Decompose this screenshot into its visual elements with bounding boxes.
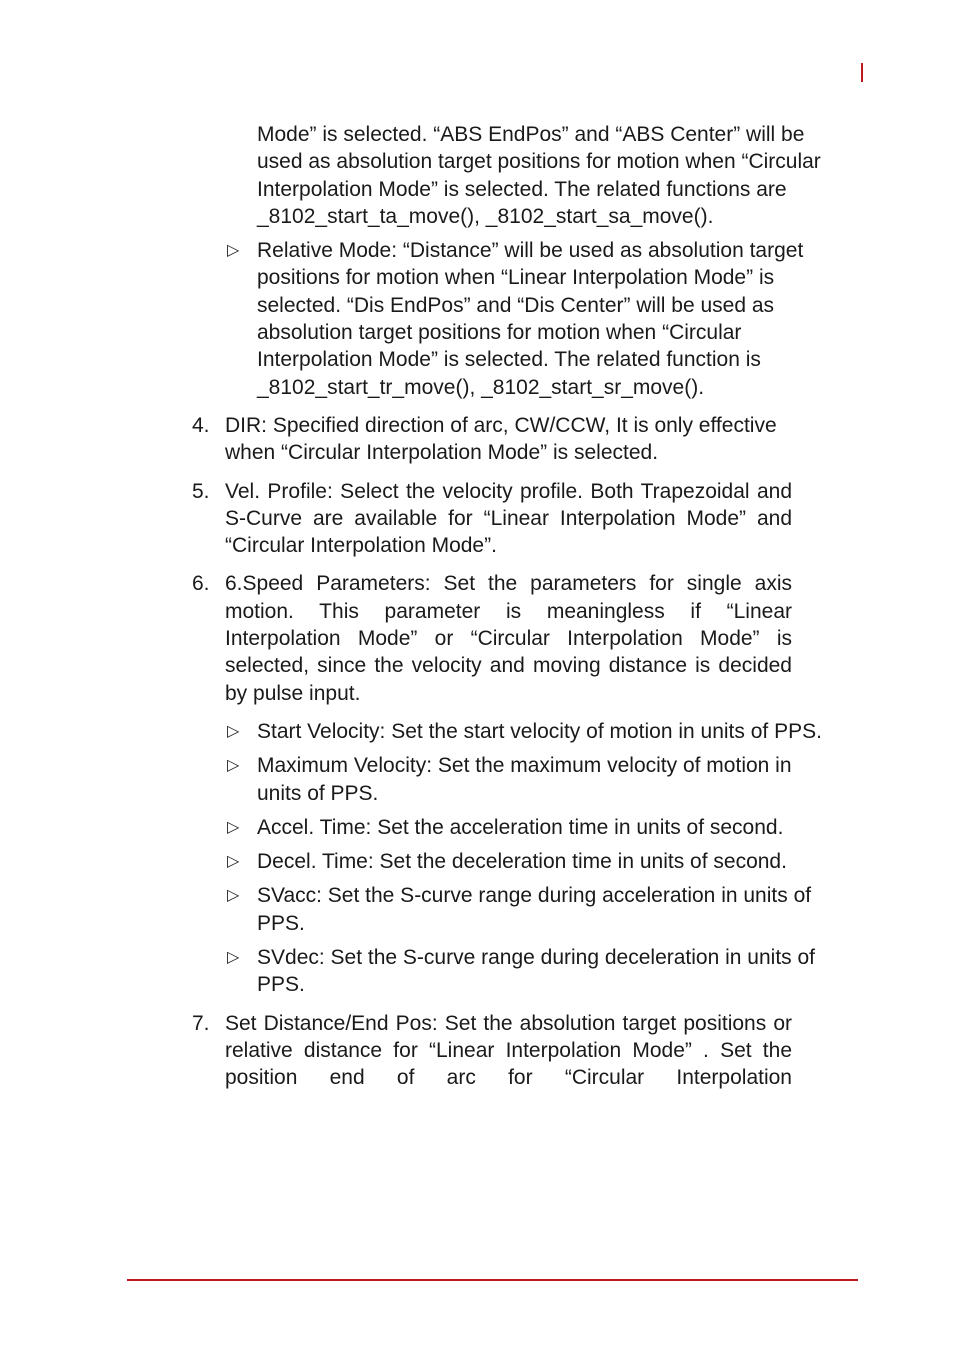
list-number: 7. xyxy=(192,1011,210,1035)
bullet-text: SVacc: Set the S-curve range during acceleration in units of PPS. xyxy=(257,884,812,935)
bullet-text: Decel. Time: Set the deceleration time in units of second. xyxy=(257,850,787,874)
list-item-text: DIR: Specified direction of arc, CW/CCW, It is only effective when “Circular Interpolation Mode” is selected. xyxy=(225,413,777,465)
bullet-text: Maximum Velocity: Set the maximum velocity of motion in units of PPS. xyxy=(257,754,792,805)
bullet-text: Accel. Time: Set the acceleration time in units of second. xyxy=(257,815,784,839)
list-item-text: Vel. Profile: Select the velocity profile. Both Trapezoidal and S-Curve are available for “Linear Interpolation Mode” and “Circular Interpolation Mode”. xyxy=(225,479,792,558)
list-item-7 xyxy=(192,1010,792,1092)
list-item-5 xyxy=(192,478,792,560)
bullet-maximum-velocity xyxy=(227,752,825,807)
bullet-triangle-icon: ▷ xyxy=(227,757,240,775)
bullet-svacc xyxy=(227,882,825,937)
bullet-triangle-icon: ▷ xyxy=(227,949,240,967)
bullet-triangle-icon: ▷ xyxy=(227,722,240,740)
bullet-accel-time xyxy=(227,814,825,841)
list-number: 6. xyxy=(192,572,210,596)
footer-rule xyxy=(127,1279,858,1281)
list-item-text: 6.Speed Parameters: Set the parameters for single axis motion. This parameter is meaningless if “Linear Interpolation Mode” or “Circular Interpolation Mode” is selected, since the velocity and moving distance is decided by pulse input. xyxy=(225,572,792,705)
bullet-triangle-icon: ▷ xyxy=(227,818,240,836)
bullet-text: Relative Mode: “Distance” will be used as absolution target positions for motion when “Linear Interpolation Mode” is selected. “Dis EndPos” and “Dis Center” will be used as absolution target positions for motion when “Circular Interpolation Mode” is selected. The related function is _8102_start_tr_move(), _8102_start_sr_move(). xyxy=(257,239,804,399)
bullet-start-velocity xyxy=(227,718,825,745)
bullet-text: Start Velocity: Set the start velocity of motion in units of PPS. xyxy=(257,719,822,743)
bullet-relative-mode xyxy=(227,237,825,401)
list-item-4 xyxy=(192,412,792,467)
bullet-triangle-icon: ▷ xyxy=(227,242,240,260)
bullet-triangle-icon: ▷ xyxy=(227,853,240,871)
document-body xyxy=(0,121,954,1092)
list-item-6 xyxy=(192,570,792,706)
page-corner-mark xyxy=(861,63,863,82)
bullet-decel-time xyxy=(227,848,825,875)
list-number: 4. xyxy=(192,413,210,437)
bullet-triangle-icon: ▷ xyxy=(227,887,240,905)
continuation-paragraph: Mode” is selected. “ABS EndPos” and “ABS Center” will be used as absolution target positions for motion when “Circular Interpolation Mode” is selected. The related functions are _8102_start_ta_move(), _8102_start_sa_move(). xyxy=(257,123,821,228)
list-number: 5. xyxy=(192,479,210,503)
bullet-svdec xyxy=(227,944,825,999)
bullet-text: SVdec: Set the S-curve range during deceleration in units of PPS. xyxy=(257,946,815,997)
list-item-text: Set Distance/End Pos: Set the absolution target positions or relative distance for “Linear Interpolation Mode” . Set the position end of arc for “Circular Interpolation xyxy=(225,1011,792,1090)
